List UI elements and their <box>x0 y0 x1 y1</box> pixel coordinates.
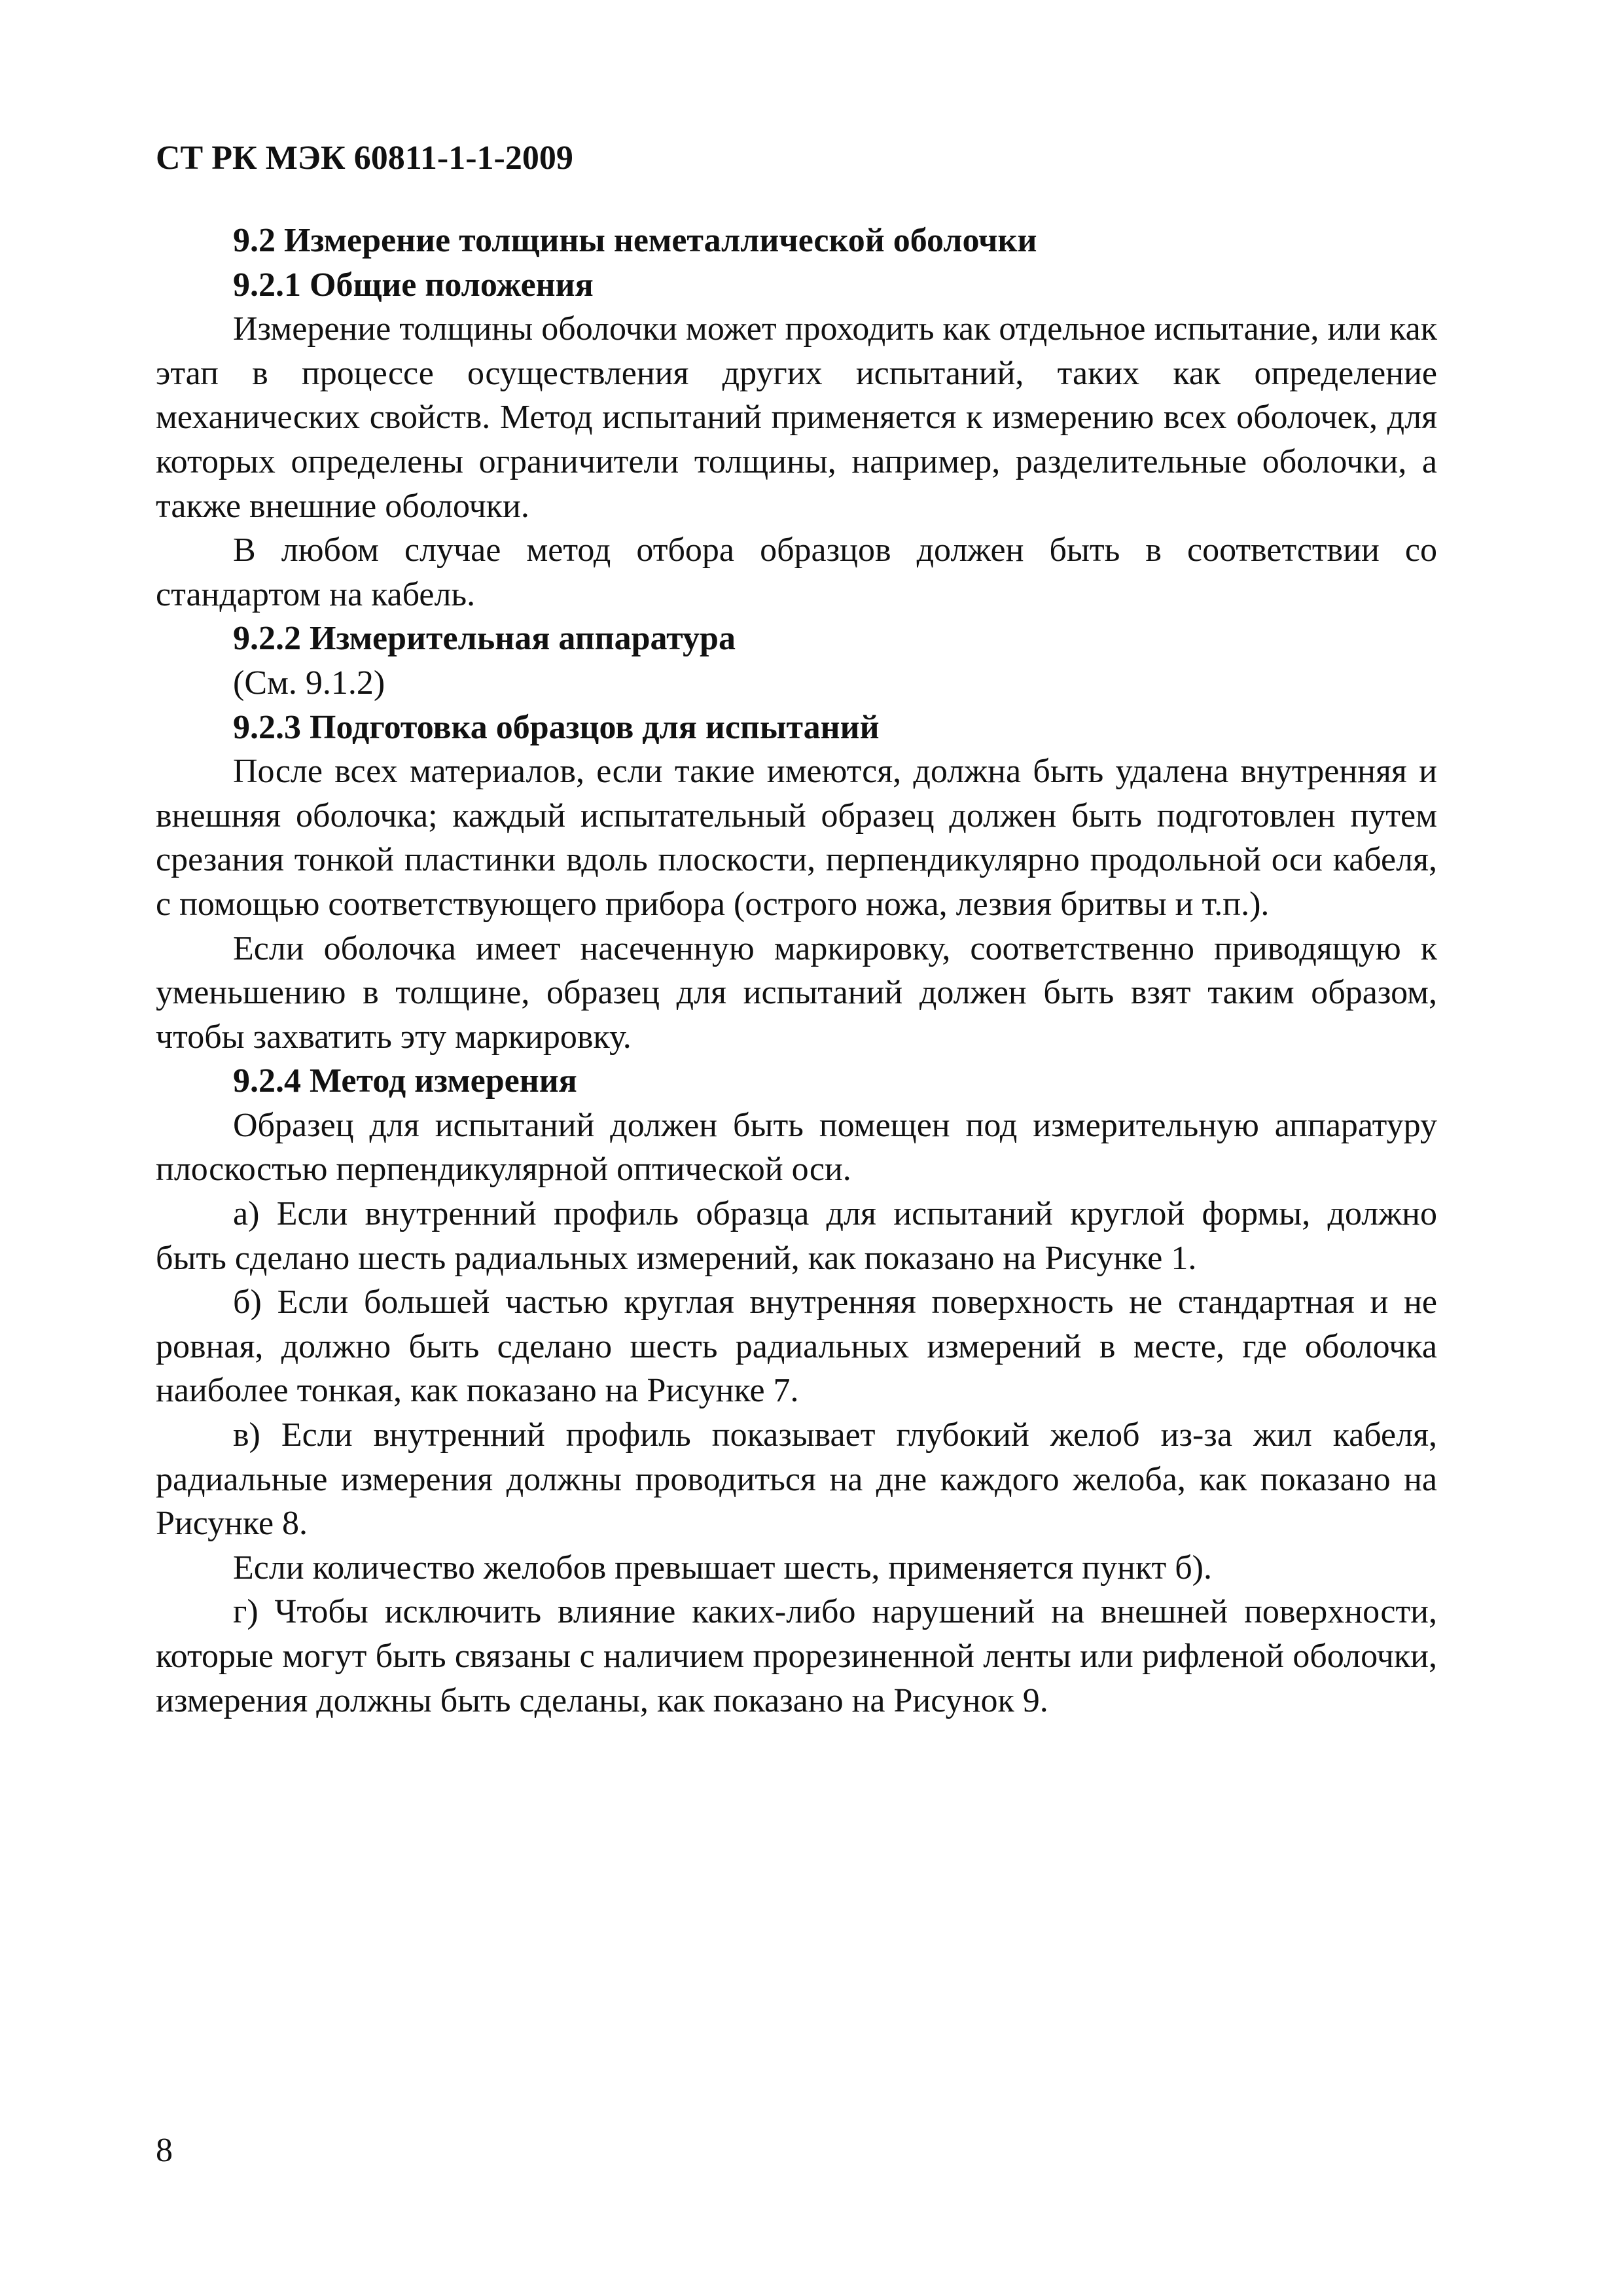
list-item-v: в) Если внутренний профиль показывает глубокий желоб из-за жил кабеля, радиальные измерения должны проводиться на дне каждого желоба, как показано на Рисунке 8. <box>156 1416 1437 1543</box>
subsection-heading-sample-prep: 9.2.3 Подготовка образцов для испытаний <box>233 708 880 746</box>
paragraph: В любом случае метод отбора образцов должен быть в соответствии со стандартом на кабель. <box>156 531 1437 613</box>
subsection-heading-general: 9.2.1 Общие положения <box>233 266 594 304</box>
list-item-b: б) Если большей частью круглая внутренняя поверхность не стандартная и не ровная, должно быть сделано шесть радиальных измерений в месте, где оболочка наиболее тонкая, как показано на Рисунке 7. <box>156 1283 1437 1410</box>
paragraph: Если оболочка имеет насеченную маркировку, соответственно приводящую к уменьшению в толщине, образец для испытаний должен быть взят таким образом, чтобы захватить эту маркировку. <box>156 929 1437 1056</box>
section-content <box>156 219 1437 1723</box>
paragraph: Образец для испытаний должен быть помещен под измерительную аппаратуру плоскостью перпендикулярной оптической оси. <box>156 1106 1437 1189</box>
section-heading: 9.2 Измерение толщины неметаллической оболочки <box>233 222 1037 259</box>
paragraph: Если количество желобов превышает шесть, применяется пункт б). <box>233 1549 1212 1587</box>
list-item-g: г) Чтобы исключить влияние каких-либо нарушений на внешней поверхности, которые могут быть связаны с наличием прорезиненной ленты или рифленой оболочки, измерения должны быть сделаны, как показано на Рисунок 9. <box>156 1593 1437 1719</box>
page-number: 8 <box>156 2132 173 2169</box>
subsection-heading-method: 9.2.4 Метод измерения <box>233 1062 577 1100</box>
subsection-heading-apparatus: 9.2.2 Измерительная аппаратура <box>233 620 736 658</box>
paragraph: После всех материалов, если такие имеются, должна быть удалена внутренняя и внешняя оболочка; каждый испытательный образец должен быть подготовлен путем срезания тонкой пластинки вдоль плоскости, перпендикулярно продольной оси кабеля, с помощью соответствующего прибора (острого ножа, лезвия бритвы и т.п.). <box>156 753 1437 923</box>
standard-code-header: СТ РК МЭК 60811-1-1-2009 <box>156 139 573 177</box>
list-item-a: а) Если внутренний профиль образца для испытаний круглой формы, должно быть сделано шесть радиальных измерений, как показано на Рисунке 1. <box>156 1195 1437 1277</box>
cross-reference: (См. 9.1.2) <box>233 664 385 702</box>
paragraph: Измерение толщины оболочки может проходить как отдельное испытание, или как этап в процессе осуществления других испытаний, таких как определение механических свойств. Метод испытаний применяется к измерению всех оболочек, для которых определены ограничители толщины, например, разделительные оболочки, а также внешние оболочки. <box>156 310 1437 525</box>
